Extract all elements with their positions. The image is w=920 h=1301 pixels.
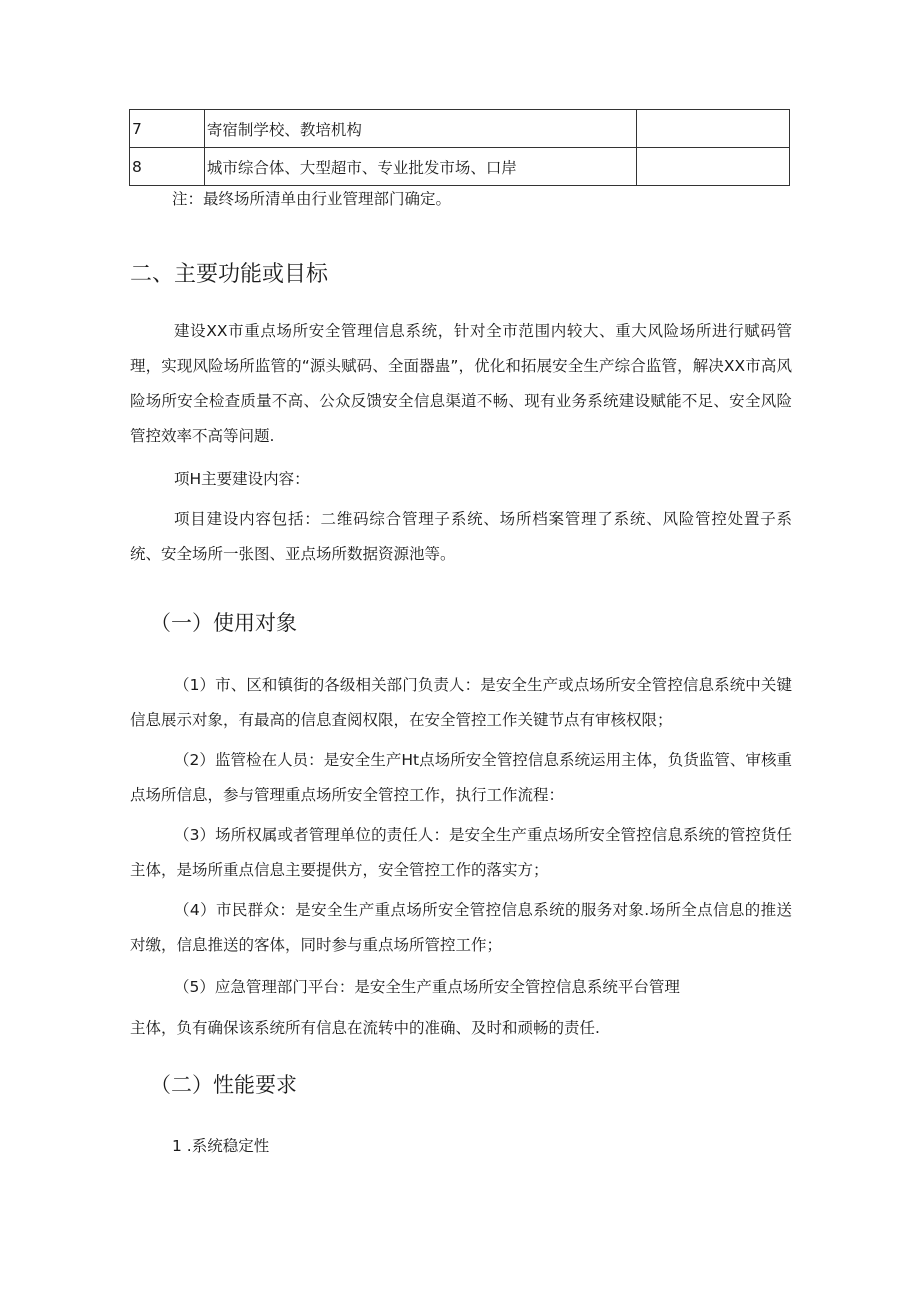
user-item-4: （4）市民群众：是安全生产重点场所安全管控信息系统的服务对象.场所全点信息的推送对缴，信息推送的客体，同时参与重点场所管控工作；	[130, 901, 792, 954]
user-item-1: （1）市、区和镇街的各级相关部门负责人：是安全生产或点场所安全管控信息系统中关键信息展示对象，有最高的信息査阅权限，在安全管控工作关键节点有审核权限；	[130, 676, 792, 729]
performance-heading: （二）性能要求	[150, 1073, 297, 1097]
user-item-3: （3）场所权属或者管理单位的责任人：是安全生产重点场所安全管控信息系统的管控货任主体，是场所重点信息主要提供方，安全管控工作的落实方；	[130, 826, 792, 879]
row-description: 城市综合体、大型超市、专业批发市场、口岸	[204, 148, 636, 186]
row-extra	[637, 148, 790, 186]
user-item-5-line1: （5）应急管理部门平台：是安全生产重点场所安全管控信息系统平台管理	[174, 978, 680, 996]
row-extra	[637, 110, 790, 148]
row-number: 7	[130, 110, 205, 148]
performance-sub-heading: 1 .系统稳定性	[172, 1137, 270, 1155]
table-row	[130, 148, 790, 186]
content-paragraph: 项目建设内容包括：二维码综合管理子系统、场所档案管理了系统、风险管控处置子系统、安全场所一张图、亚点场所数据资源池等。	[130, 510, 792, 563]
row-description: 寄宿制学校、教培机构	[204, 110, 636, 148]
intro-paragraph: 建设XX市重点场所安全管理信息系统，针对全市范围内较大、重大风险场所进行赋码管理，实现风险场所监管的“源头赋码、全面器蛊”，优化和拓展安全生产综合监管，解决XX市高风险场所安全检查质量不高、公众反馈安全信息渠道不畅、现有业务系统建设赋能不足、安全风险管控效率不高等问题.	[130, 322, 792, 445]
users-heading: （一）使用对象	[150, 611, 297, 635]
table-row	[130, 110, 790, 148]
venue-table	[129, 109, 790, 186]
row-number: 8	[130, 148, 205, 186]
content-label: 项H主要建设内容：	[174, 470, 310, 488]
table-note: 注：最终场所清单由行业管理部门确定。	[172, 190, 452, 208]
section-heading: 二、主要功能或目标	[130, 262, 329, 287]
user-item-5-line2: 主体，负有确保该系统所有信息在流转中的准确、及时和顽畅的责任.	[130, 1019, 600, 1037]
user-item-2: （2）监管检在人员：是安全生产Ht点场所安全管控信息系统运用主体，负货监管、审核重点场所信息，参与管理重点场所安全管控工作，执行工作流程：	[130, 751, 792, 804]
